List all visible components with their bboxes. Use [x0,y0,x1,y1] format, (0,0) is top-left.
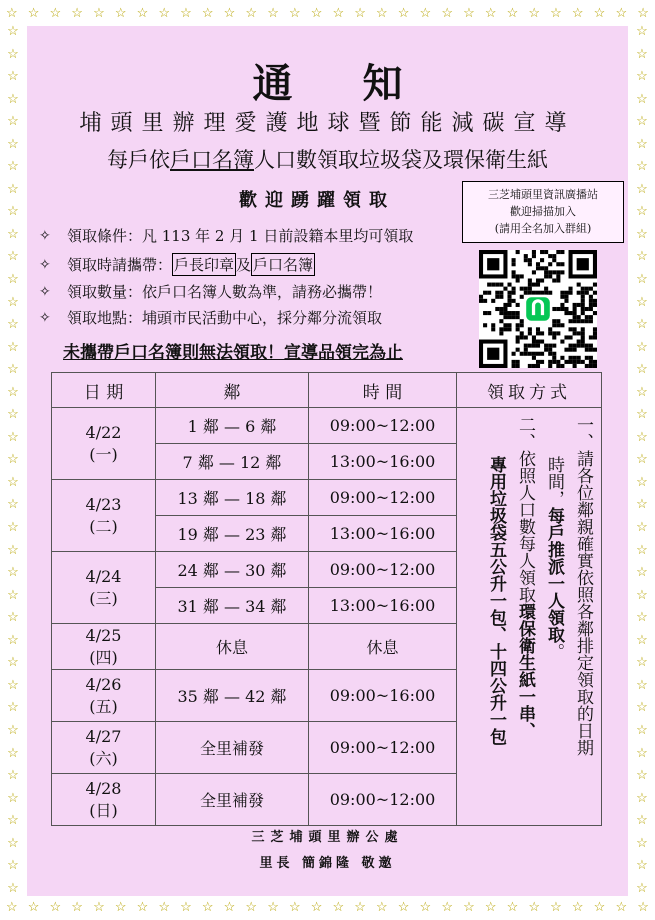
condition-bring-item1: 戶長印章 [172,253,236,276]
star-icon: ☆ [310,899,323,915]
lin-cell: 全里補發 [156,722,309,774]
star-icon: ☆ [354,5,366,21]
star-icon: ☆ [7,339,19,355]
star-icon: ☆ [7,24,19,39]
lin-cell: 休息 [156,624,309,670]
star-icon: ☆ [636,587,648,603]
time-cell: 13:00~16:00 [309,516,457,552]
notice-description [27,144,628,174]
star-icon: ☆ [245,5,258,21]
star-icon: ☆ [7,542,19,558]
date-cell: 4/25 (四) [52,624,156,670]
star-icon: ☆ [7,587,19,603]
star-icon: ☆ [636,317,648,333]
header-lin: 鄰 [156,373,309,408]
star-icon: ☆ [636,474,648,490]
method-item1-line1: 一、 請各位鄰親確實依照各鄰排定領取的日期 [573,416,593,756]
star-icon: ☆ [636,69,648,85]
star-icon: ☆ [7,565,19,581]
condition-bring-prefix: 領取時請攜帶： [67,256,173,274]
date-cell: 4/23 (二) [52,480,156,552]
star-icon: ☆ [636,384,648,400]
star-icon: ☆ [7,768,19,784]
lin-cell: 35 鄰 — 42 鄰 [156,670,309,722]
star-icon: ☆ [636,294,648,310]
star-icon: ☆ [376,899,388,915]
star-icon: ☆ [7,835,19,851]
star-icon: ☆ [636,497,648,513]
header-time: 時 間 [309,373,457,408]
star-icon: ☆ [506,899,519,915]
star-icon: ☆ [615,899,628,915]
star-icon: ☆ [158,5,171,21]
method-item2-line1: 二、 依照人口數每人領取 環保衛生紙一串、 [515,416,535,739]
star-icon: ☆ [636,46,648,62]
header-date: 日 期 [52,373,156,408]
condition-location [39,307,382,328]
star-icon: ☆ [636,655,648,671]
star-icon: ☆ [158,899,171,915]
star-icon: ☆ [93,899,105,915]
notice-panel [27,26,628,896]
star-icon: ☆ [636,745,648,761]
star-border-bottom [0,894,655,920]
star-icon: ☆ [636,677,648,693]
star-icon: ☆ [484,5,497,21]
star-icon: ☆ [419,899,432,915]
star-icon: ☆ [397,899,410,915]
star-icon: ☆ [636,542,648,558]
date-cell: 4/24 (三) [52,552,156,624]
star-icon: ☆ [7,69,19,85]
star-icon: ☆ [332,5,345,21]
time-cell: 09:00~12:00 [309,480,457,516]
warning-text: 未攜帶戶口名簿則無法領取！宣導品領完為止 [63,343,403,363]
star-icon: ☆ [7,317,19,333]
star-icon: ☆ [636,835,648,851]
star-icon: ☆ [550,899,562,915]
star-icon: ☆ [49,899,62,915]
star-icon: ☆ [114,899,127,915]
welcome-text: 歡迎踴躍領取 [239,190,395,211]
star-icon: ☆ [593,899,606,915]
star-icon: ☆ [615,5,628,21]
star-icon: ☆ [332,899,345,915]
star-icon: ☆ [93,5,105,21]
star-icon: ☆ [463,899,475,915]
lin-cell: 19 鄰 — 23 鄰 [156,516,309,552]
star-icon: ☆ [463,5,475,21]
star-icon: ☆ [636,700,648,716]
star-icon: ☆ [7,384,19,400]
star-icon: ☆ [7,294,19,310]
star-icon: ☆ [49,5,62,21]
star-icon: ☆ [114,5,127,21]
star-icon: ☆ [636,339,648,355]
star-icon: ☆ [71,899,83,915]
star-icon: ☆ [201,899,214,915]
time-cell: 09:00~12:00 [309,774,457,826]
star-icon: ☆ [636,362,648,378]
date-cell: 4/22 (一) [52,408,156,480]
lin-cell: 13 鄰 — 18 鄰 [156,480,309,516]
star-icon: ☆ [136,899,149,915]
star-icon: ☆ [223,899,236,915]
star-icon: ☆ [7,632,19,648]
star-icon: ☆ [7,497,19,513]
condition-bring-mid: 及 [236,256,252,274]
lin-cell: 1 鄰 — 6 鄰 [156,408,309,444]
notice-prefix: 每戶依 [107,148,170,172]
star-icon: ☆ [571,899,584,915]
date-cell: 4/27 (六) [52,722,156,774]
star-icon: ☆ [7,700,19,716]
time-cell: 09:00~12:00 [309,552,457,588]
qr-code[interactable] [479,250,597,368]
star-icon: ☆ [180,899,192,915]
star-border-top [0,0,655,26]
lin-cell: 全里補發 [156,774,309,826]
time-cell: 09:00~16:00 [309,670,457,722]
schedule-table [51,372,602,826]
star-icon: ☆ [310,5,323,21]
star-icon: ☆ [7,474,19,490]
star-icon: ☆ [7,677,19,693]
star-icon: ☆ [201,5,214,21]
star-icon: ☆ [636,858,648,874]
signature: 里長 簡錦隆 敬邀 [259,856,396,871]
star-icon: ☆ [636,159,648,175]
lin-cell: 24 鄰 — 30 鄰 [156,552,309,588]
star-icon: ☆ [7,46,19,62]
lin-cell: 7 鄰 — 12 鄰 [156,444,309,480]
star-icon: ☆ [7,429,19,445]
star-icon: ☆ [7,520,19,536]
time-cell: 09:00~12:00 [309,408,457,444]
star-icon: ☆ [376,5,388,21]
star-icon: ☆ [7,181,19,197]
info-box [462,181,624,243]
star-icon: ☆ [7,272,19,288]
star-icon: ☆ [267,5,279,21]
header-method: 領取方式 [457,373,602,408]
star-icon: ☆ [6,899,18,915]
star-border-right [629,24,655,896]
info-box-line3: (請用全名加入群組) [494,222,592,235]
condition-bring [39,253,315,276]
info-box-line1: 三芝埔頭里資訊廣播站 [488,188,598,201]
star-icon: ☆ [27,899,40,915]
star-icon: ☆ [571,5,584,21]
star-icon: ☆ [528,5,541,21]
star-icon: ☆ [245,899,258,915]
diamond-bullet-icon: ✧ [39,283,51,300]
star-icon: ☆ [636,429,648,445]
star-icon: ☆ [7,452,19,468]
star-icon: ☆ [27,5,40,21]
star-icon: ☆ [637,5,649,21]
star-icon: ☆ [354,899,366,915]
star-icon: ☆ [223,5,236,21]
condition-quantity [39,281,382,302]
star-icon: ☆ [637,899,649,915]
star-icon: ☆ [636,520,648,536]
method-item1-line2: 時間， 每戶推派一人領取 。 [544,456,564,660]
star-icon: ☆ [7,226,19,242]
star-icon: ☆ [528,899,541,915]
star-icon: ☆ [441,5,453,21]
star-icon: ☆ [636,272,648,288]
star-icon: ☆ [180,5,192,21]
star-icon: ☆ [7,114,19,130]
condition-eligibility [39,225,413,246]
info-box-line2: 歡迎掃描加入 [510,205,576,218]
date-cell: 4/28 (日) [52,774,156,826]
lin-cell: 31 鄰 — 34 鄰 [156,588,309,624]
notice-title: 通知 [252,60,473,107]
star-icon: ☆ [636,722,648,738]
star-icon: ☆ [636,632,648,648]
star-icon: ☆ [136,5,149,21]
star-icon: ☆ [7,136,19,152]
star-icon: ☆ [7,880,19,896]
notice-suffix: 人口數領取垃圾袋及環保衛生紙 [254,148,548,172]
star-icon: ☆ [7,858,19,874]
method-item2-line2: 專用垃圾袋五公升一包、十四公升一包 [486,456,506,745]
star-icon: ☆ [636,565,648,581]
star-icon: ☆ [636,452,648,468]
star-icon: ☆ [636,91,648,107]
star-icon: ☆ [636,181,648,197]
star-icon: ☆ [484,899,497,915]
star-icon: ☆ [7,407,19,423]
star-icon: ☆ [7,655,19,671]
table-row [52,408,602,444]
star-icon: ☆ [506,5,519,21]
star-icon: ☆ [267,899,279,915]
time-cell: 13:00~16:00 [309,588,457,624]
star-icon: ☆ [7,745,19,761]
star-icon: ☆ [7,159,19,175]
star-icon: ☆ [636,610,648,626]
time-cell: 13:00~16:00 [309,444,457,480]
office-name: 三芝埔頭里辦公處 [251,830,404,845]
star-icon: ☆ [636,226,648,242]
star-icon: ☆ [636,114,648,130]
star-icon: ☆ [397,5,410,21]
condition-bring-item2: 戶口名簿 [251,253,315,276]
time-cell: 休息 [309,624,457,670]
star-icon: ☆ [7,610,19,626]
diamond-bullet-icon: ✧ [39,256,51,273]
diamond-bullet-icon: ✧ [39,309,51,326]
star-icon: ☆ [288,5,301,21]
star-icon: ☆ [7,204,19,220]
star-icon: ☆ [7,91,19,107]
star-icon: ☆ [636,790,648,806]
star-icon: ☆ [441,899,453,915]
star-icon: ☆ [636,407,648,423]
star-icon: ☆ [71,5,83,21]
condition-location-text: 領取地點：埔頭市民活動中心，採分鄰分流領取 [67,309,383,327]
star-icon: ☆ [636,24,648,39]
star-icon: ☆ [593,5,606,21]
star-icon: ☆ [636,204,648,220]
time-cell: 09:00~12:00 [309,722,457,774]
star-icon: ☆ [7,813,19,829]
diamond-bullet-icon: ✧ [39,227,51,244]
star-icon: ☆ [7,722,19,738]
star-icon: ☆ [6,5,18,21]
condition-quantity-text: 領取數量：依戶口名簿人數為準，請務必攜帶！ [67,283,383,301]
condition-eligibility-text: 領取條件：凡 113 年 2 月 1 日前設籍本里均可領取 [67,227,414,245]
notice-subtitle: 埔頭里辦理愛護地球暨節能減碳宣導 [79,111,576,136]
star-icon: ☆ [419,5,432,21]
star-icon: ☆ [550,5,562,21]
star-icon: ☆ [636,768,648,784]
notice-underlined: 戶口名簿 [170,148,254,172]
star-icon: ☆ [636,813,648,829]
star-icon: ☆ [288,899,301,915]
star-icon: ☆ [7,790,19,806]
star-icon: ☆ [7,249,19,265]
star-icon: ☆ [636,880,648,896]
star-icon: ☆ [7,362,19,378]
method-cell [457,408,602,826]
schedule-header-row [52,373,602,408]
star-icon: ☆ [636,136,648,152]
date-cell: 4/26 (五) [52,670,156,722]
star-border-left [0,24,26,896]
star-icon: ☆ [636,249,648,265]
